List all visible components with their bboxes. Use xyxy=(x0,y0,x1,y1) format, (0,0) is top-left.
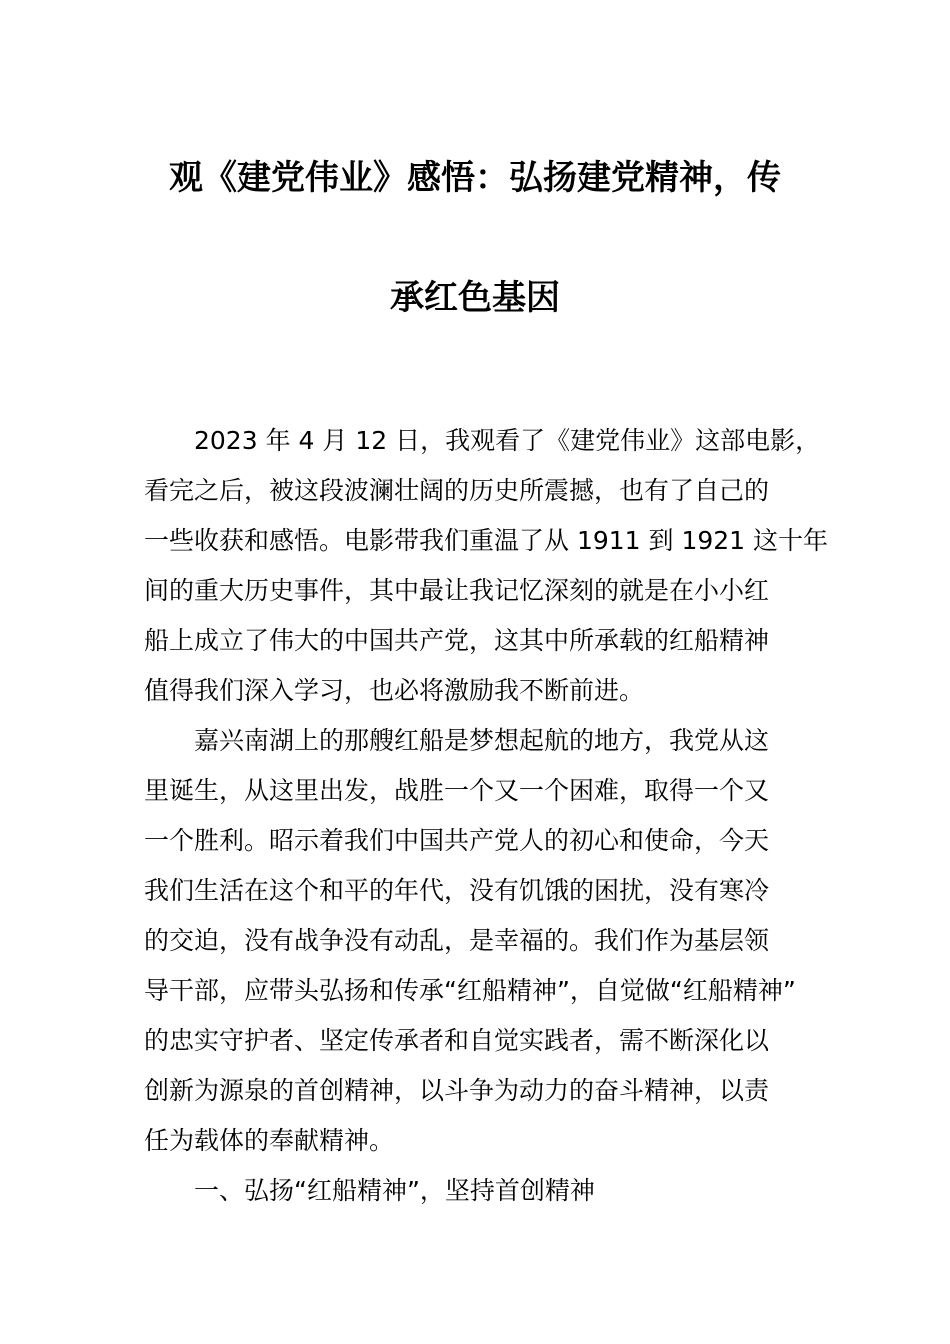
document-title-line-2: 承红色基因 xyxy=(390,278,560,318)
paragraph-line: 船上成立了伟大的中国共产党，这其中所承载的红船精神 xyxy=(144,626,770,655)
document-title-line-1: 观《建党伟业》感悟：弘扬建党精神，传 xyxy=(169,158,781,198)
paragraph-line: 看完之后，被这段波澜壮阔的历史所震撼，也有了自己的 xyxy=(144,476,770,505)
paragraph-1 xyxy=(144,416,829,716)
paragraph-line: 里诞生，从这里出发，战胜一个又一个困难，取得一个又 xyxy=(144,776,770,805)
paragraph-line: 导干部，应带头弘扬和传承“红船精神”，自觉做“红船精神” xyxy=(144,976,796,1005)
paragraph-line: 的交迫，没有战争没有动乱，是幸福的。我们作为基层领 xyxy=(144,926,770,955)
paragraph-line: 嘉兴南湖上的那艘红船是梦想起航的地方，我党从这 xyxy=(194,726,770,755)
section-heading: 一、弘扬“红船精神”，坚持首创精神 xyxy=(194,1176,595,1205)
paragraph-2 xyxy=(144,716,806,1166)
paragraph-line: 我们生活在这个和平的年代，没有饥饿的困扰，没有寒冷 xyxy=(144,876,770,905)
paragraph-line: 创新为源泉的首创精神，以斗争为动力的奋斗精神，以责 xyxy=(144,1076,770,1105)
paragraph-line: 2023 年 4 月 12 日，我观看了《建党伟业》这部电影， xyxy=(194,426,821,455)
paragraph-line: 一个胜利。昭示着我们中国共产党人的初心和使命，今天 xyxy=(144,826,770,855)
document-body xyxy=(144,416,829,1216)
paragraph-line: 的忠实守护者、坚定传承者和自觉实践者，需不断深化以 xyxy=(144,1026,770,1055)
paragraph-line: 一些收获和感悟。电影带我们重温了从 1911 到 1921 这十年 xyxy=(144,526,829,555)
paragraph-line: 任为载体的奉献精神。 xyxy=(144,1126,395,1155)
paragraph-line: 间的重大历史事件，其中最让我记忆深刻的就是在小小红 xyxy=(144,576,770,605)
paragraph-line: 值得我们深入学习，也必将激励我不断前进。 xyxy=(144,676,645,705)
